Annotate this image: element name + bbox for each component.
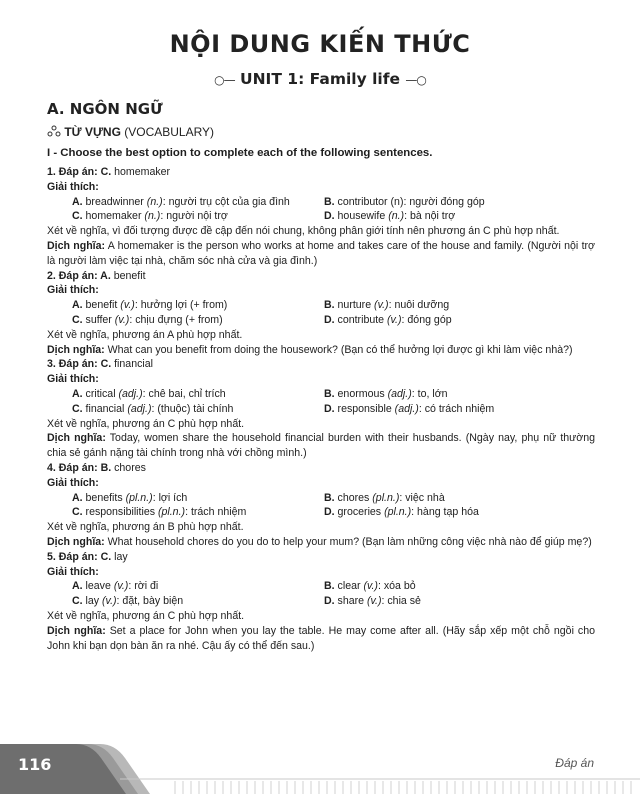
instruction-text: I - Choose the best option to complete each of the following sentences. bbox=[47, 147, 433, 159]
option-c: C. suffer (v.): chịu đựng (+ from) bbox=[72, 313, 223, 326]
option-a: A. critical (adj.): chê bai, chỉ trích bbox=[72, 387, 226, 400]
options-row bbox=[47, 594, 595, 609]
option-a: A. benefit (v.): hưởng lợi (+ from) bbox=[72, 299, 228, 312]
unit-subtitle bbox=[0, 70, 640, 88]
question-block bbox=[47, 461, 595, 550]
options-row bbox=[47, 505, 595, 520]
translation: Dịch nghĩa: Set a place for John when you lay the table. He may come after all. (Hãy sắp xếp một chỗ ngồi cho John khi bạn dọn bàn ăn ra nhé. Cậu ấy có thể đến sau.) bbox=[47, 624, 595, 652]
answer-text: benefit bbox=[110, 269, 146, 282]
page-title: NỘI DUNG KIẾN THỨC bbox=[169, 30, 471, 58]
option-d: D. share (v.): chia sẻ bbox=[324, 595, 421, 608]
vocab-bold: TỪ VỰNG bbox=[64, 125, 121, 139]
option-b: B. clear (v.): xóa bỏ bbox=[324, 580, 416, 593]
option-b: B. chores (pl.n.): việc nhà bbox=[324, 491, 445, 504]
option-d: D. contribute (v.): đóng góp bbox=[324, 313, 452, 326]
translation: Dịch nghĩa: What can you benefit from doing the housework? (Bạn có thể hưởng lợi được gì khi làm việc nhà?) bbox=[47, 343, 573, 356]
option-c: C. lay (v.): đặt, bày biện bbox=[72, 595, 184, 608]
unit-title: UNIT 1: Family life bbox=[240, 70, 400, 88]
footer-label: Đáp án bbox=[555, 756, 594, 770]
note-text: Xét về nghĩa, phương án A phù hợp nhất. bbox=[47, 328, 243, 341]
explain-label: Giải thích: bbox=[47, 180, 99, 193]
answer-text: chores bbox=[111, 461, 146, 474]
option-b: B. nurture (v.): nuôi dưỡng bbox=[324, 299, 450, 312]
answer-label: 2. Đáp án: A. bbox=[47, 269, 111, 282]
option-b: B. contributor (n): người đóng góp bbox=[324, 195, 485, 208]
option-a: A. breadwinner (n.): người trụ cột của gia đình bbox=[72, 195, 290, 208]
note-text: Xét về nghĩa, phương án C phù hợp nhất. bbox=[47, 609, 245, 622]
explain-label: Giải thích: bbox=[47, 565, 99, 578]
options-row bbox=[47, 313, 595, 328]
answer-label: 3. Đáp án: C. bbox=[47, 358, 112, 371]
option-a: A. leave (v.): rời đi bbox=[72, 580, 159, 593]
answer-label: 4. Đáp án: B. bbox=[47, 461, 112, 474]
translation: Dịch nghĩa: What household chores do you do to help your mum? (Bạn làm những công việc nhà nào để giúp mẹ?) bbox=[47, 535, 592, 548]
question-block bbox=[47, 357, 595, 461]
right-decoration: —○ bbox=[405, 73, 426, 87]
answer-content bbox=[47, 165, 595, 653]
dots-icon bbox=[47, 125, 61, 137]
answer-text: homemaker bbox=[111, 166, 171, 178]
options-row bbox=[47, 491, 595, 506]
answer-text: financial bbox=[111, 358, 153, 371]
option-d: D. groceries (pl.n.): hàng tạp hóa bbox=[324, 506, 479, 519]
option-c: C. responsibilities (pl.n.): trách nhiệm bbox=[72, 506, 247, 519]
options-row bbox=[47, 298, 595, 313]
options-row bbox=[47, 579, 595, 594]
question-block bbox=[47, 269, 595, 358]
translation: Dịch nghĩa: Today, women share the household financial burden with their husbands. (Ngày nay, phụ nữ thường chia sẻ gánh nặng tài chính trong nhà với chồng mình.) bbox=[47, 432, 595, 460]
section-heading: A. NGÔN NGỮ bbox=[47, 100, 163, 118]
option-c: C. homemaker (n.): người nội trợ bbox=[72, 210, 228, 223]
explain-label: Giải thích: bbox=[47, 373, 99, 386]
question-block bbox=[47, 550, 595, 654]
left-decoration: ○— bbox=[214, 73, 235, 87]
page-number: 116 bbox=[18, 755, 52, 774]
option-b: B. enormous (adj.): to, lớn bbox=[324, 387, 448, 400]
vocab-rest: (VOCABULARY) bbox=[120, 125, 215, 139]
options-row bbox=[47, 195, 595, 210]
option-d: D. responsible (adj.): có trách nhiệm bbox=[324, 402, 495, 415]
footer-band bbox=[0, 744, 640, 794]
explain-label: Giải thích: bbox=[47, 284, 99, 297]
options-row bbox=[47, 209, 595, 224]
note-text: Xét về nghĩa, phương án B phù hợp nhất. bbox=[47, 521, 244, 534]
translation: Dịch nghĩa: A homemaker is the person who works at home and takes care of the house and family. (Người nội trợ là người làm việc tại nhà, chăm sóc nhà cửa và gia đình.) bbox=[47, 239, 595, 267]
question-block bbox=[47, 165, 595, 269]
answer-label: 5. Đáp án: C. bbox=[47, 550, 112, 563]
vocab-heading bbox=[47, 125, 214, 139]
option-a: A. benefits (pl.n.): lợi ích bbox=[72, 491, 188, 504]
answer-label: 1. Đáp án: C. bbox=[47, 166, 112, 178]
answer-text: lay bbox=[111, 550, 128, 563]
note-text: Xét về nghĩa, phương án C phù hợp nhất. bbox=[47, 417, 245, 430]
options-row bbox=[47, 387, 595, 402]
note-text: Xét về nghĩa, vì đối tượng được đề cập đến nói chung, không phân giới tính nên phương án C phù hợp nhất. bbox=[47, 225, 560, 238]
options-row bbox=[47, 402, 595, 417]
option-d: D. housewife (n.): bà nội trợ bbox=[324, 210, 456, 223]
option-c: C. financial (adj.): (thuộc) tài chính bbox=[72, 402, 234, 415]
explain-label: Giải thích: bbox=[47, 476, 99, 489]
